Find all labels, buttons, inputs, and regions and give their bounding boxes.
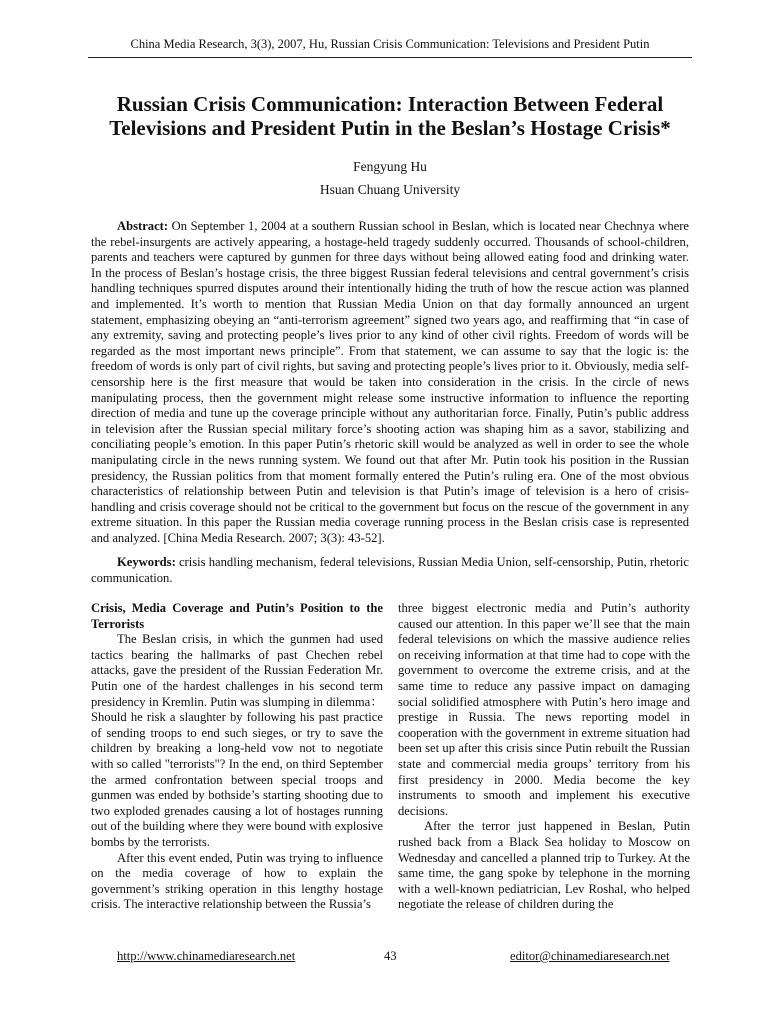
keywords-label: Keywords: bbox=[117, 555, 176, 569]
abstract bbox=[91, 219, 689, 546]
keywords-text: crisis handling mechanism, federal televisions, Russian Media Union, self-censorship, Putin, rhetoric communication. bbox=[91, 555, 689, 585]
page-number: 43 bbox=[384, 949, 397, 963]
paper-title: Russian Crisis Communication: Interaction Between Federal Televisions and President Putin in the Beslan’s Hostage Crisis* bbox=[109, 92, 671, 140]
body-column-left bbox=[91, 601, 383, 913]
body-paragraph: three biggest electronic media and Putin’s authority caused our attention. In this paper we’ll see that the main federal televisions on which the massive audience relies on receiving information at that time had to cope with the government to overcome the extreme crisis, and at the same time to reduce any passive impact on damaging social solidified atmosphere with Putin’s hero image and prestige in Russia. The news reporting model in cooperation with the government in extreme situation had been set up after this crisis since Putin rebuilt the Russian state and commercial media groups’ territory from his first presidency in 2000. Media become the key instruments to smooth and implement his executive decisions. bbox=[398, 601, 690, 818]
body-paragraph: The Beslan crisis, in which the gunmen had used tactics bearing the hallmarks of past Chechen rebel attacks, gave the president of the Russian Federation Mr. Putin one of the hardest challenges in his second term presidency in Kremlin. Putin was slumping in dilemma：Should he risk a slaughter by following his past practice of sending troops to end such sieges, or try to save the children by breaking a long-held vow not to negotiate with so called "terrorists"? In the end, on third September the armed confrontation between special troops and gunmen was ended by bothside’s starting shooting due to two exploded grenades causing a lot of hostages running out of the building where they were bound with explosive bombs by the terrorists. bbox=[91, 632, 383, 849]
header-divider bbox=[88, 57, 692, 58]
footer-website-link[interactable]: http://www.chinamediaresearch.net bbox=[117, 949, 296, 963]
body-paragraph: After the terror just happened in Beslan, Putin rushed back from a Black Sea holiday to Moscow on Wednesday and cancelled a planned trip to Turkey. At the same time, the gang spoke by telephone in the morning with a well-known pediatrician, Lev Roshal, who helped negotiate the release of children during the bbox=[398, 819, 690, 912]
abstract-text: On September 1, 2004 at a southern Russian school in Beslan, which is located near Chechnya where the rebel-insurgents are actively appearing, a hostage-held tragedy suddenly occurred. Thousands of school-children, parents and teachers were captured by gunmen for three days without being allowed eating food and drinking water. In the process of Beslan’s hostage crisis, the three biggest Russian federal televisions and central government’s crisis handling techniques spurred disputes around their intentionally hiding the truth of how the rescue action was planned and implemented. It’s worth to mention that Russian Media Union on that day formally announced an urgent statement, emphasizing obeying an “anti-terrorism agreement” signed two years ago, and reaffirming that “in case of any extremity, saving and protecting people’s lives prior to any kind of other civil rights. Freedom of words will be regarded as the most important news principle”. From that statement, we can assume to say that the logic is: the freedom of words is only part of civil rights, but saving and protecting people’s lives prior to it. Obviously, media self-censorship here is the first measure that would be taken into consideration in the crisis. In the circle of news manipulating process, then the government might release some instructive information to influence the reporting direction of media and tune up the coverage principle without any authoritarian force. Finally, Putin’s public address in television after the Russian special military force’s shooting action was shaping him as a savor, stabilizing and conciliating people’s emotion. In this paper Putin’s rhetoric skill would be analyzed as well in order to see the whole manipulating circle in the news running system. We found out that after Mr. Putin took his position in the Russian presidency, the Russian politics from that moment formally entered the Putin’s ruling era. One of the most obvious characteristics of relationship between Putin and television is that Putin’s image of television is a hero of crisis-handling and crisis coverage should not be critical to the government but focus on the rescue of the government in any extreme situation. In this paper the Russian media coverage running process in the Beslan crisis case is represented and analyzed. [China Media Research. 2007; 3(3): 43-52]. bbox=[91, 219, 689, 545]
abstract-label: Abstract: bbox=[117, 219, 169, 233]
body-column-right bbox=[398, 601, 690, 913]
author-affiliation: Hsuan Chuang University bbox=[319, 182, 461, 197]
footer-email-link[interactable]: editor@chinamediaresearch.net bbox=[510, 949, 670, 963]
keywords bbox=[91, 555, 689, 586]
body-paragraph: After this event ended, Putin was trying to influence on the media coverage of how to explain the government’s striking operation in this lengthy hostage crisis. The interactive relationship between the Russia’s bbox=[91, 850, 383, 912]
section-heading: Crisis, Media Coverage and Putin’s Position to the Terrorists bbox=[91, 601, 383, 631]
running-header: China Media Research, 3(3), 2007, Hu, Russian Crisis Communication: Televisions and President Putin bbox=[130, 37, 650, 51]
author-name: Fengyung Hu bbox=[353, 159, 427, 174]
